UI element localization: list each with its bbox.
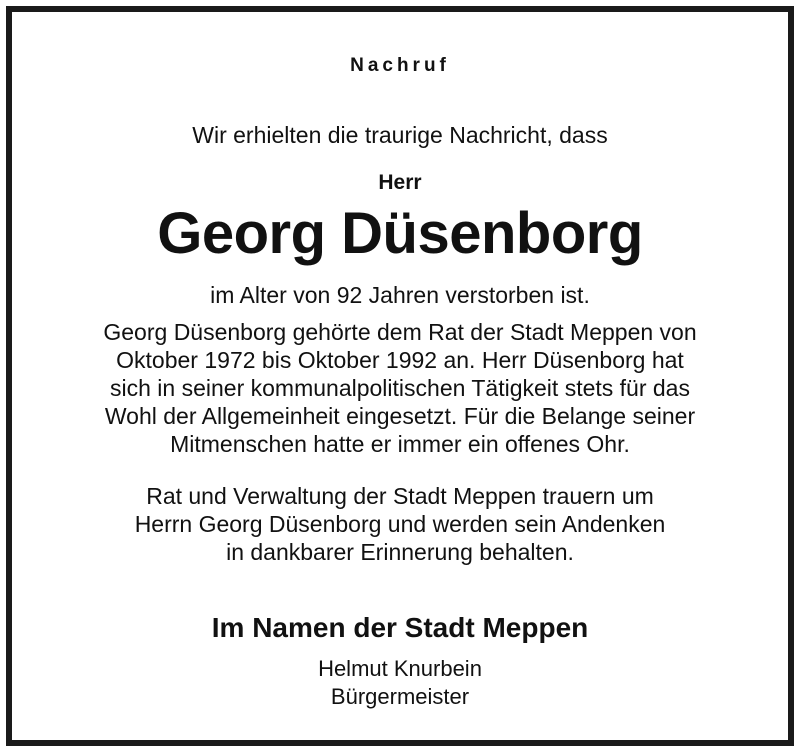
signatory-name: Helmut Knurbein <box>318 656 482 681</box>
mourning-paragraph <box>12 482 788 566</box>
bio-line: Georg Düsenborg gehörte dem Rat der Stadt Meppen von <box>103 319 697 345</box>
biography-paragraph <box>12 318 788 458</box>
mourning-line: in dankbarer Erinnerung behalten. <box>226 539 574 565</box>
mourning-line: Herrn Georg Düsenborg und werden sein Andenken <box>134 511 666 537</box>
signature-on-behalf: Im Namen der Stadt Meppen <box>211 612 589 643</box>
obituary-frame <box>6 6 794 746</box>
signatory-role: Bürgermeister <box>330 684 470 709</box>
mourning-line: Rat und Verwaltung der Stadt Meppen trauern um <box>146 483 654 509</box>
bio-line: Wohl der Allgemeinheit eingesetzt. Für die Belange seiner <box>104 403 696 429</box>
bio-line: sich in seiner kommunalpolitischen Tätigkeit stets für das <box>110 375 690 401</box>
intro-line: Wir erhielten die traurige Nachricht, dass <box>192 122 608 148</box>
bio-line: Oktober 1972 bis Oktober 1992 an. Herr Düsenborg hat <box>116 347 684 373</box>
notice-heading: Nachruf <box>350 55 450 76</box>
deceased-name: Georg Düsenborg <box>157 201 643 266</box>
bio-line: Mitmenschen hatte er immer ein offenes Ohr. <box>170 431 630 457</box>
age-line: im Alter von 92 Jahren verstorben ist. <box>210 282 590 308</box>
honorific-title: Herr <box>378 171 422 194</box>
